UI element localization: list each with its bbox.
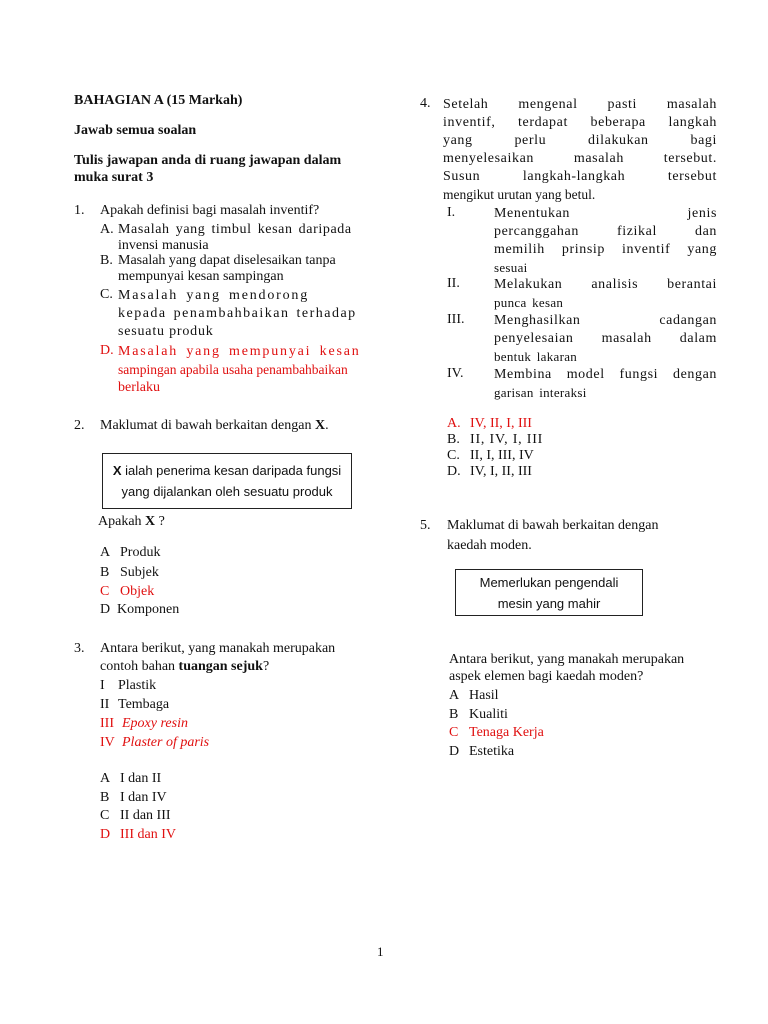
question-number: 4. — [420, 96, 431, 111]
step-text-line: penyelesaian masalah dalam — [494, 331, 717, 346]
option-text: IV, II, I, III — [470, 416, 532, 431]
option-text-line: Masalah yang mempunyai kesan — [118, 344, 361, 359]
question-text — [100, 418, 329, 434]
info-box-text: ialah penerima kesan daripada fungsi — [121, 463, 342, 478]
option-a[interactable] — [100, 771, 161, 787]
option-letter: D. — [447, 464, 461, 479]
option-letter: D — [449, 744, 460, 759]
item-roman: II — [100, 697, 110, 712]
question-text-line: inventif, terdapat beberapa langkah — [443, 115, 717, 130]
option-text: II, I, III, IV — [470, 448, 534, 463]
step-text-line: Menghasilkan cadangan — [494, 313, 717, 328]
option-d[interactable] — [100, 602, 179, 618]
option-letter: C. — [447, 448, 460, 463]
option-text-c[interactable] — [118, 287, 357, 341]
question-text-line2: kaedah moden. — [447, 538, 532, 553]
option-letter-d[interactable]: D. — [100, 343, 114, 358]
stem-bold: tuangan sejuk — [178, 659, 263, 674]
option-c[interactable] — [100, 808, 171, 824]
option-c[interactable] — [449, 725, 544, 741]
option-text-line: invensi manusia — [118, 238, 209, 253]
option-a[interactable] — [100, 545, 160, 561]
question-text: Apakah definisi bagi masalah inventif? — [100, 203, 320, 218]
question-number: 2. — [74, 418, 85, 433]
step-text-iv — [494, 366, 717, 402]
instruction-answer-all: Jawab semua soalan — [74, 123, 197, 138]
option-text-line: Masalah yang timbul kesan daripada — [118, 222, 352, 237]
option-text: Estetika — [469, 744, 515, 759]
item-text: Plaster of paris — [122, 735, 210, 750]
option-text-d[interactable] — [118, 343, 361, 397]
option-text-line: mempunyai kesan sampingan — [118, 269, 284, 284]
ask-prefix: Apakah — [98, 514, 146, 529]
option-letter: C — [100, 584, 110, 599]
question-ask-line1: Antara berikut, yang manakah merupakan — [449, 652, 685, 667]
option-d[interactable] — [447, 464, 532, 480]
option-text: III dan IV — [120, 827, 176, 842]
question-text-line: yang perlu dilakukan bagi — [443, 133, 717, 148]
question-text-line: menyelesaikan masalah tersebut. — [443, 151, 717, 166]
option-letter: A — [100, 771, 111, 786]
stem-suffix: . — [325, 418, 329, 433]
step-text-line: sesuai — [494, 260, 528, 275]
option-b[interactable] — [447, 432, 543, 448]
option-text: Subjek — [120, 565, 159, 580]
question-number: 1. — [74, 203, 85, 218]
info-box-line1 — [103, 460, 351, 481]
question-number: 3. — [74, 641, 85, 656]
ask-variable: X — [145, 514, 156, 529]
option-text: Objek — [120, 584, 155, 599]
option-letter: B — [449, 707, 459, 722]
option-text: Tenaga Kerja — [469, 725, 544, 740]
option-letter-b[interactable]: B. — [100, 253, 113, 268]
step-roman-iv: IV. — [447, 366, 464, 381]
step-text-line: bentuk lakaran — [494, 349, 578, 364]
info-box-line2: mesin yang mahir — [497, 596, 601, 611]
option-c[interactable] — [100, 584, 154, 600]
step-text-line: percanggahan fizikal dan — [494, 224, 717, 239]
option-d[interactable] — [100, 827, 176, 843]
page-number: 1 — [377, 944, 384, 959]
option-b[interactable] — [100, 790, 167, 806]
option-text: I dan IV — [120, 790, 167, 805]
item-text: Epoxy resin — [122, 716, 188, 731]
stem-suffix: ? — [262, 659, 270, 674]
option-a[interactable] — [447, 416, 532, 432]
option-letter: D — [100, 827, 111, 842]
question-text-line1: Antara berikut, yang manakah merupakan — [100, 641, 336, 656]
option-letter: B — [100, 565, 110, 580]
question-text-line: Setelah mengenal pasti masalah — [443, 97, 717, 112]
info-box-line1: Memerlukan pengendali — [479, 575, 619, 590]
item-ii — [100, 697, 169, 713]
item-iv — [100, 735, 209, 751]
option-letter: B. — [447, 432, 460, 447]
step-roman-iii: III. — [447, 312, 465, 327]
step-roman-i: I. — [447, 205, 456, 220]
option-b[interactable] — [449, 707, 508, 723]
info-box-line2: yang dijalankan oleh sesuatu produk — [121, 484, 333, 499]
option-letter: D — [100, 602, 111, 617]
option-text: Komponen — [117, 602, 180, 617]
step-text-ii — [494, 276, 717, 312]
option-letter: C — [449, 725, 459, 740]
step-text-iii — [494, 312, 717, 366]
step-text-line: punca kesan — [494, 295, 564, 310]
question-text-line: mengikut urutan yang betul. — [443, 187, 596, 202]
question-number: 5. — [420, 518, 431, 533]
option-text: Hasil — [469, 688, 499, 703]
question-text — [443, 96, 717, 204]
option-text-line: berlaku — [118, 380, 160, 395]
stem-prefix: Maklumat di bawah berkaitan dengan — [100, 418, 315, 433]
item-i — [100, 678, 156, 694]
info-box-variable: X — [112, 463, 122, 478]
option-letter: C — [100, 808, 110, 823]
option-text: I dan II — [120, 771, 162, 786]
instruction-write-answer-line2: muka surat 3 — [74, 170, 154, 185]
option-text-line: Masalah yang dapat diselesaikan tanpa — [118, 253, 336, 268]
option-text-line: Masalah yang mendorong — [118, 288, 310, 303]
item-roman: IV — [100, 735, 115, 750]
item-iii — [100, 716, 188, 732]
question-text-line1: Maklumat di bawah berkaitan dengan — [447, 518, 659, 533]
option-letter: A — [100, 545, 111, 560]
question-ask — [98, 514, 165, 530]
option-a[interactable] — [449, 688, 499, 704]
ask-suffix: ? — [155, 514, 165, 529]
option-text: II, IV, I, III — [470, 432, 544, 447]
info-box-modern-method — [455, 569, 643, 616]
option-letter-a[interactable]: A. — [100, 222, 114, 237]
item-roman: III — [100, 716, 114, 731]
step-roman-ii: II. — [447, 276, 460, 291]
option-text: Kualiti — [469, 707, 508, 722]
section-title: BAHAGIAN A (15 Markah) — [74, 93, 243, 108]
option-text-b[interactable] — [118, 253, 336, 285]
option-text-line: sesuatu produk — [118, 324, 214, 339]
instruction-write-answer-line1: Tulis jawapan anda di ruang jawapan dalam — [74, 153, 342, 168]
step-text-line: memilih prinsip inventif yang — [494, 242, 717, 257]
step-text-line: garisan interaksi — [494, 385, 587, 400]
option-d[interactable] — [449, 744, 514, 760]
option-text-a[interactable] — [118, 222, 352, 254]
question-text-line: Susun langkah-langkah tersebut — [443, 169, 717, 184]
option-b[interactable] — [100, 565, 159, 581]
option-c[interactable] — [447, 448, 534, 464]
option-text: IV, I, II, III — [470, 464, 532, 479]
item-text: Plastik — [118, 678, 157, 693]
item-roman: I — [100, 678, 105, 693]
step-text-i — [494, 205, 717, 277]
option-letter: B — [100, 790, 110, 805]
option-text-line: kepada penambahbaikan terhadap — [118, 306, 357, 321]
item-text: Tembaga — [118, 697, 170, 712]
stem-variable: X — [314, 418, 326, 433]
step-text-line: Menentukan jenis — [494, 206, 717, 221]
option-text: II dan III — [120, 808, 171, 823]
option-text: Produk — [120, 545, 161, 560]
info-box-x — [102, 453, 352, 509]
option-letter: A. — [447, 416, 461, 431]
option-letter: A — [449, 688, 460, 703]
step-text-line: Membina model fungsi dengan — [494, 367, 717, 382]
option-letter-c[interactable]: C. — [100, 287, 113, 302]
question-ask-line2: aspek elemen bagi kaedah moden? — [449, 669, 644, 684]
question-text-line2 — [100, 659, 269, 675]
option-text-line: sampingan apabila usaha penambahbaikan — [118, 362, 348, 377]
stem-prefix: contoh bahan — [100, 659, 179, 674]
step-text-line: Melakukan analisis berantai — [494, 277, 717, 292]
